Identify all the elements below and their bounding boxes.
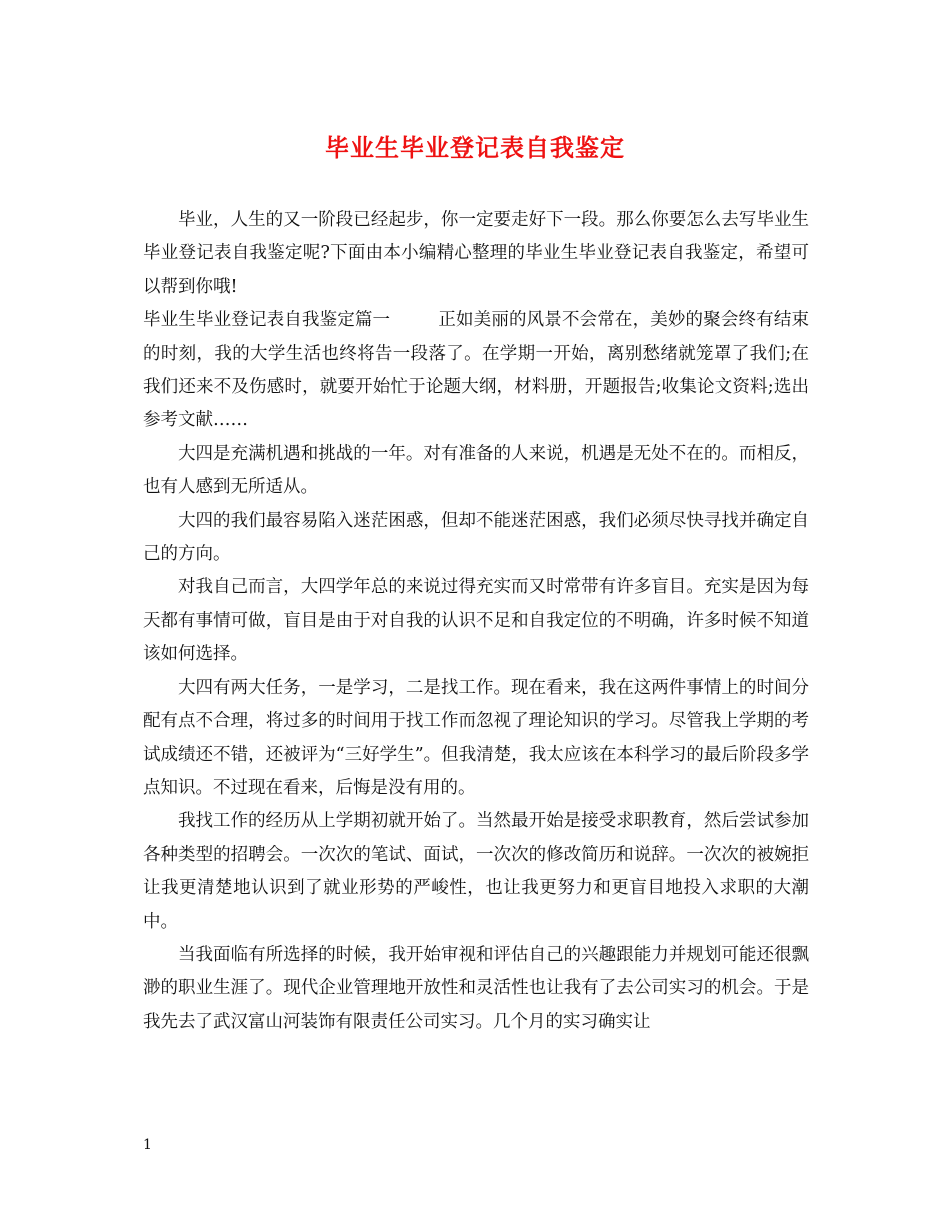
body-paragraph: 大四的我们最容易陷入迷茫困惑，但却不能迷茫困惑，我们必须尽快寻找并确定自己的方向。 (143, 510, 809, 565)
intro-paragraph: 毕业，人生的又一阶段已经起步，你一定要走好下一段。那么你要怎么去写毕业生毕业登记表自我鉴定呢?下面由本小编精心整理的毕业生毕业登记表自我鉴定，希望可以帮到你哦! (143, 210, 809, 297)
body-paragraph: 对我自己而言，大四学年总的来说过得充实而又时常带有许多盲目。充实是因为每天都有事情可做，盲目是由于对自我的认识不足和自我定位的不明确，许多时候不知道该如何选择。 (143, 577, 809, 665)
document-title: 毕业生毕业登记表自我鉴定 (325, 133, 625, 162)
page-number: 1 (143, 1137, 152, 1153)
section-first-paragraph: 正如美丽的风景不会常在，美妙的聚会终有结束的时刻，我的大学生活也终将告一段落了。在学期一开始，离别愁绪就笼罩了我们;在我们还来不及伤感时，就要开始忙于论题大纲，材料册，开题报告;收集论文资料;选出参考文献…… (143, 310, 810, 431)
body-paragraph: 当我面临有所选择的时候，我开始审视和评估自己的兴趣跟能力并规划可能还很飘渺的职业生涯了。现代企业管理地开放性和灵活性也让我有了去公司实习的机会。于是我先去了武汉富山河装饰有限责任公司实习。几个月的实习确实让 (143, 944, 809, 1032)
section-heading: 毕业生毕业登记表自我鉴定篇一 (143, 310, 391, 331)
body-paragraph: 大四有两大任务，一是学习，二是找工作。现在看来，我在这两件事情上的时间分配有点不合理，将过多的时间用于找工作而忽视了理论知识的学习。尽管我上学期的考试成绩还不错，还被评为“三好学生”。但我清楚，我太应该在本科学习的最后阶段多学点知识。不过现在看来，后悔是没有用的。 (143, 677, 809, 798)
section-paragraph (143, 304, 809, 438)
body-paragraph: 大四是充满机遇和挑战的一年。对有准备的人来说，机遇是无处不在的。而相反，也有人感到无所适从。 (143, 443, 809, 498)
body-paragraph: 我找工作的经历从上学期初就开始了。当然最开始是接受求职教育，然后尝试参加各种类型的招聘会。一次次的笔试、面试，一次次的修改简历和说辞。一次次的被婉拒让我更清楚地认识到了就业形势的严峻性，也让我更努力和更盲目地投入求职的大潮中。 (143, 811, 809, 932)
document-body (143, 204, 809, 1039)
